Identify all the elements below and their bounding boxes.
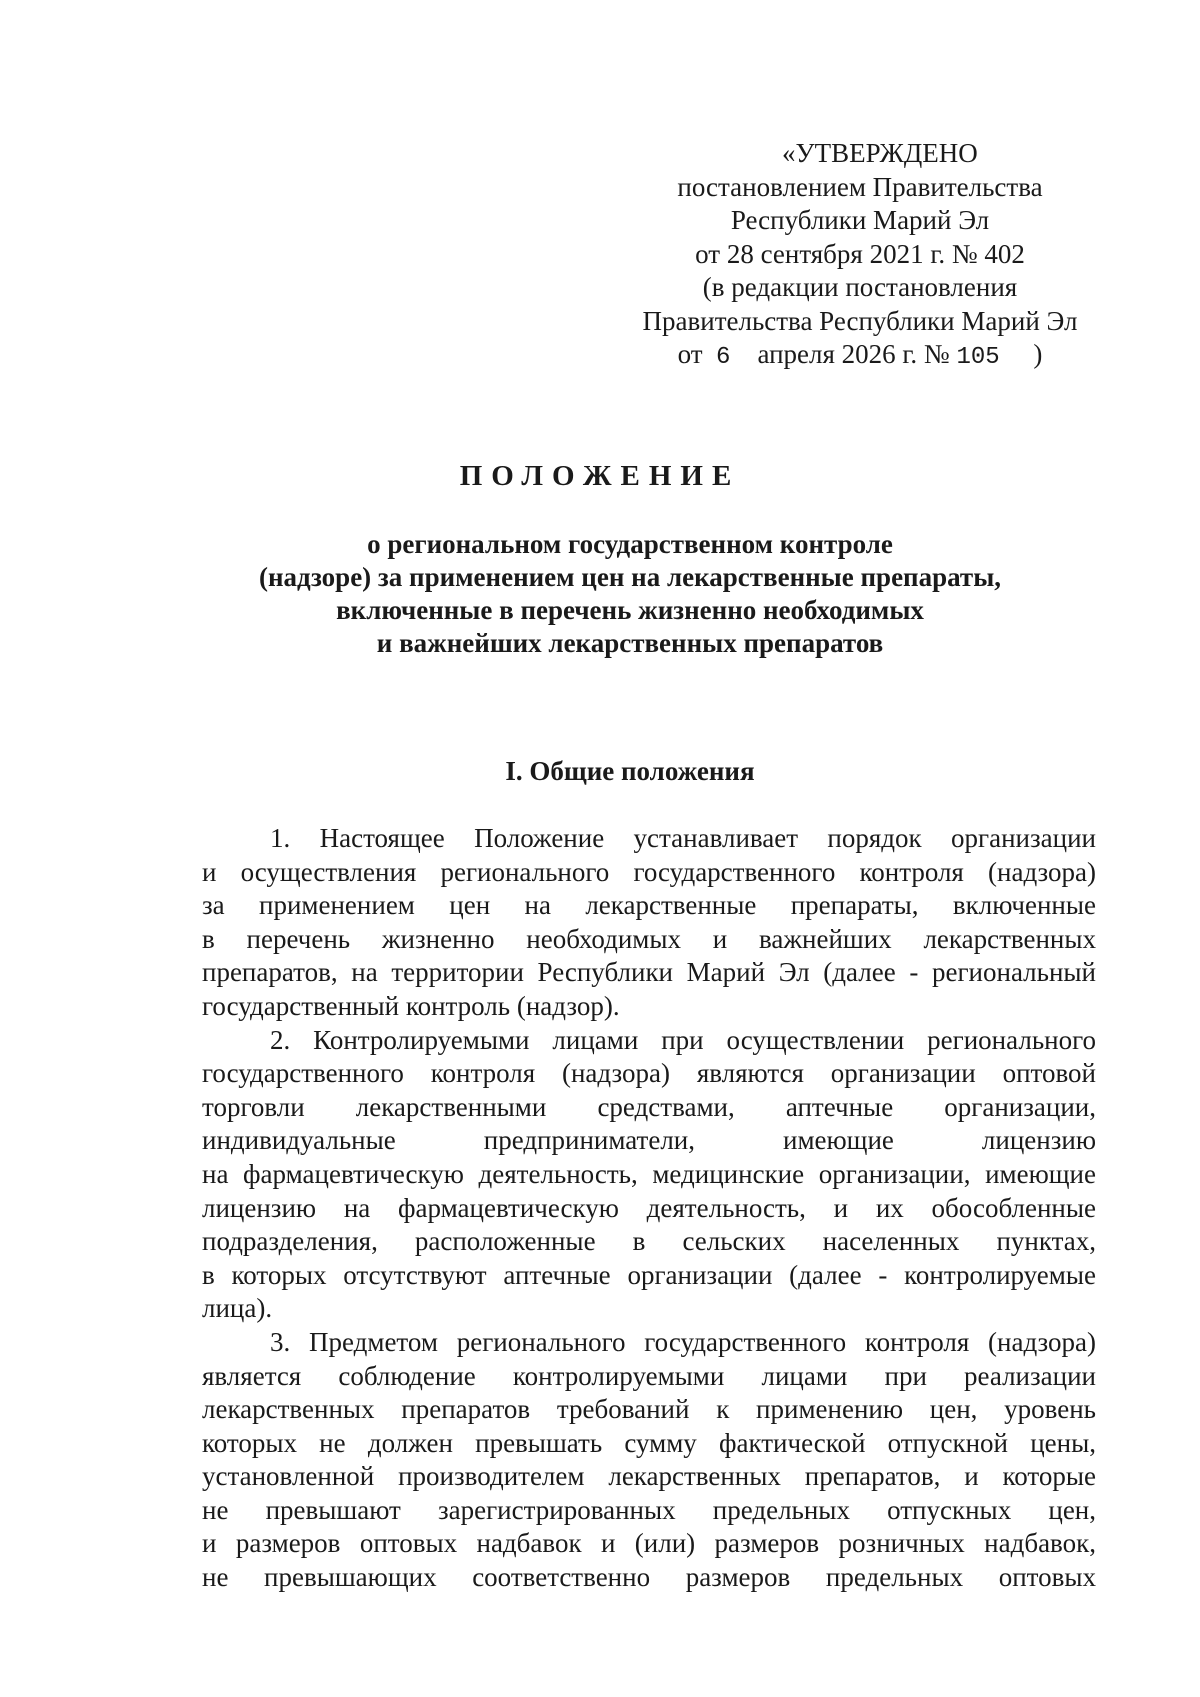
text-line: лекарственных препаратов требований к применению цен, уровень	[202, 1394, 1096, 1425]
date-prefix: от	[677, 339, 703, 369]
approval-stamp	[600, 137, 1120, 375]
subtitle-line: о региональном государственном контроле	[367, 529, 893, 559]
paragraph-3	[202, 1326, 1096, 1595]
subtitle-line: включенные в перечень жизненно необходимых	[336, 595, 924, 625]
text-line: лица).	[202, 1293, 273, 1324]
paragraph-2	[202, 1024, 1096, 1326]
paragraph-1	[202, 822, 1096, 1024]
date-middle: апреля 2026 г. №	[757, 339, 950, 369]
amendment-number: 105	[956, 344, 1000, 371]
subtitle-line: (надзоре) за применением цен на лекарственные препараты,	[258, 562, 1002, 592]
date-suffix: )	[1033, 339, 1043, 369]
approval-line: «УТВЕРЖДЕНО	[782, 138, 978, 168]
text-line: подразделения, расположенные в сельских населенных пунктах,	[202, 1226, 1096, 1257]
approval-line-amendment-date	[600, 338, 1120, 375]
text-line: которых не должен превышать сумму фактической отпускной цены,	[202, 1427, 1096, 1458]
text-line: не превышают зарегистрированных предельных отпускных цен,	[202, 1494, 1096, 1525]
text-line: препаратов, на территории Республики Марий Эл (далее - региональный	[202, 957, 1096, 988]
text-line: на фармацевтическую деятельность, медицинские организации, имеющие	[202, 1158, 1096, 1189]
approval-line: от 28 сентября 2021 г. № 402	[695, 238, 1025, 269]
text-line: установленной производителем лекарственных препаратов, и которые	[202, 1461, 1096, 1492]
text-line: за применением цен на лекарственные препараты, включенные	[202, 890, 1096, 921]
text-line: индивидуальные предприниматели, имеющие лицензию	[202, 1125, 1096, 1156]
text-line: в которых отсутствуют аптечные организации (далее - контролируемые	[202, 1259, 1096, 1290]
text-line: государственный контроль (надзор).	[202, 990, 620, 1021]
text-line: 1. Настоящее Положение устанавливает порядок организации	[270, 823, 1096, 853]
text-line: и осуществления регионального государственного контроля (надзора)	[202, 856, 1096, 887]
amendment-day: 6	[716, 344, 731, 371]
text-line: и размеров оптовых надбавок и (или) размеров розничных надбавок,	[202, 1528, 1096, 1559]
text-line: в перечень жизненно необходимых и важнейших лекарственных	[202, 923, 1096, 954]
text-line: лицензию на фармацевтическую деятельность, и их обособленные	[202, 1192, 1096, 1223]
text-line: является соблюдение контролируемыми лицами при реализации	[202, 1360, 1096, 1391]
text-line: 3. Предметом регионального государственного контроля (надзора)	[270, 1326, 1096, 1357]
text-line: 2. Контролируемыми лицами при осуществлении регионального	[270, 1024, 1096, 1055]
document-subtitle	[200, 528, 1060, 660]
document-body	[202, 822, 1096, 1595]
approval-line: Республики Марий Эл	[730, 205, 990, 235]
subtitle-line: и важнейших лекарственных препаратов	[376, 628, 884, 658]
approval-line: (в редакции постановления	[702, 272, 1018, 302]
approval-line: Правительства Республики Марий Эл	[642, 305, 1078, 336]
approval-line: постановлением Правительства	[677, 171, 1043, 202]
text-line: торговли лекарственными средствами, аптечные организации,	[202, 1091, 1096, 1122]
document-title: ПОЛОЖЕНИЕ	[459, 460, 741, 492]
text-line: государственного контроля (надзора) являются организации оптовой	[202, 1058, 1096, 1089]
section-heading: I. Общие положения	[505, 756, 755, 786]
text-line: не превышающих соответственно размеров предельных оптовых	[202, 1562, 1096, 1593]
